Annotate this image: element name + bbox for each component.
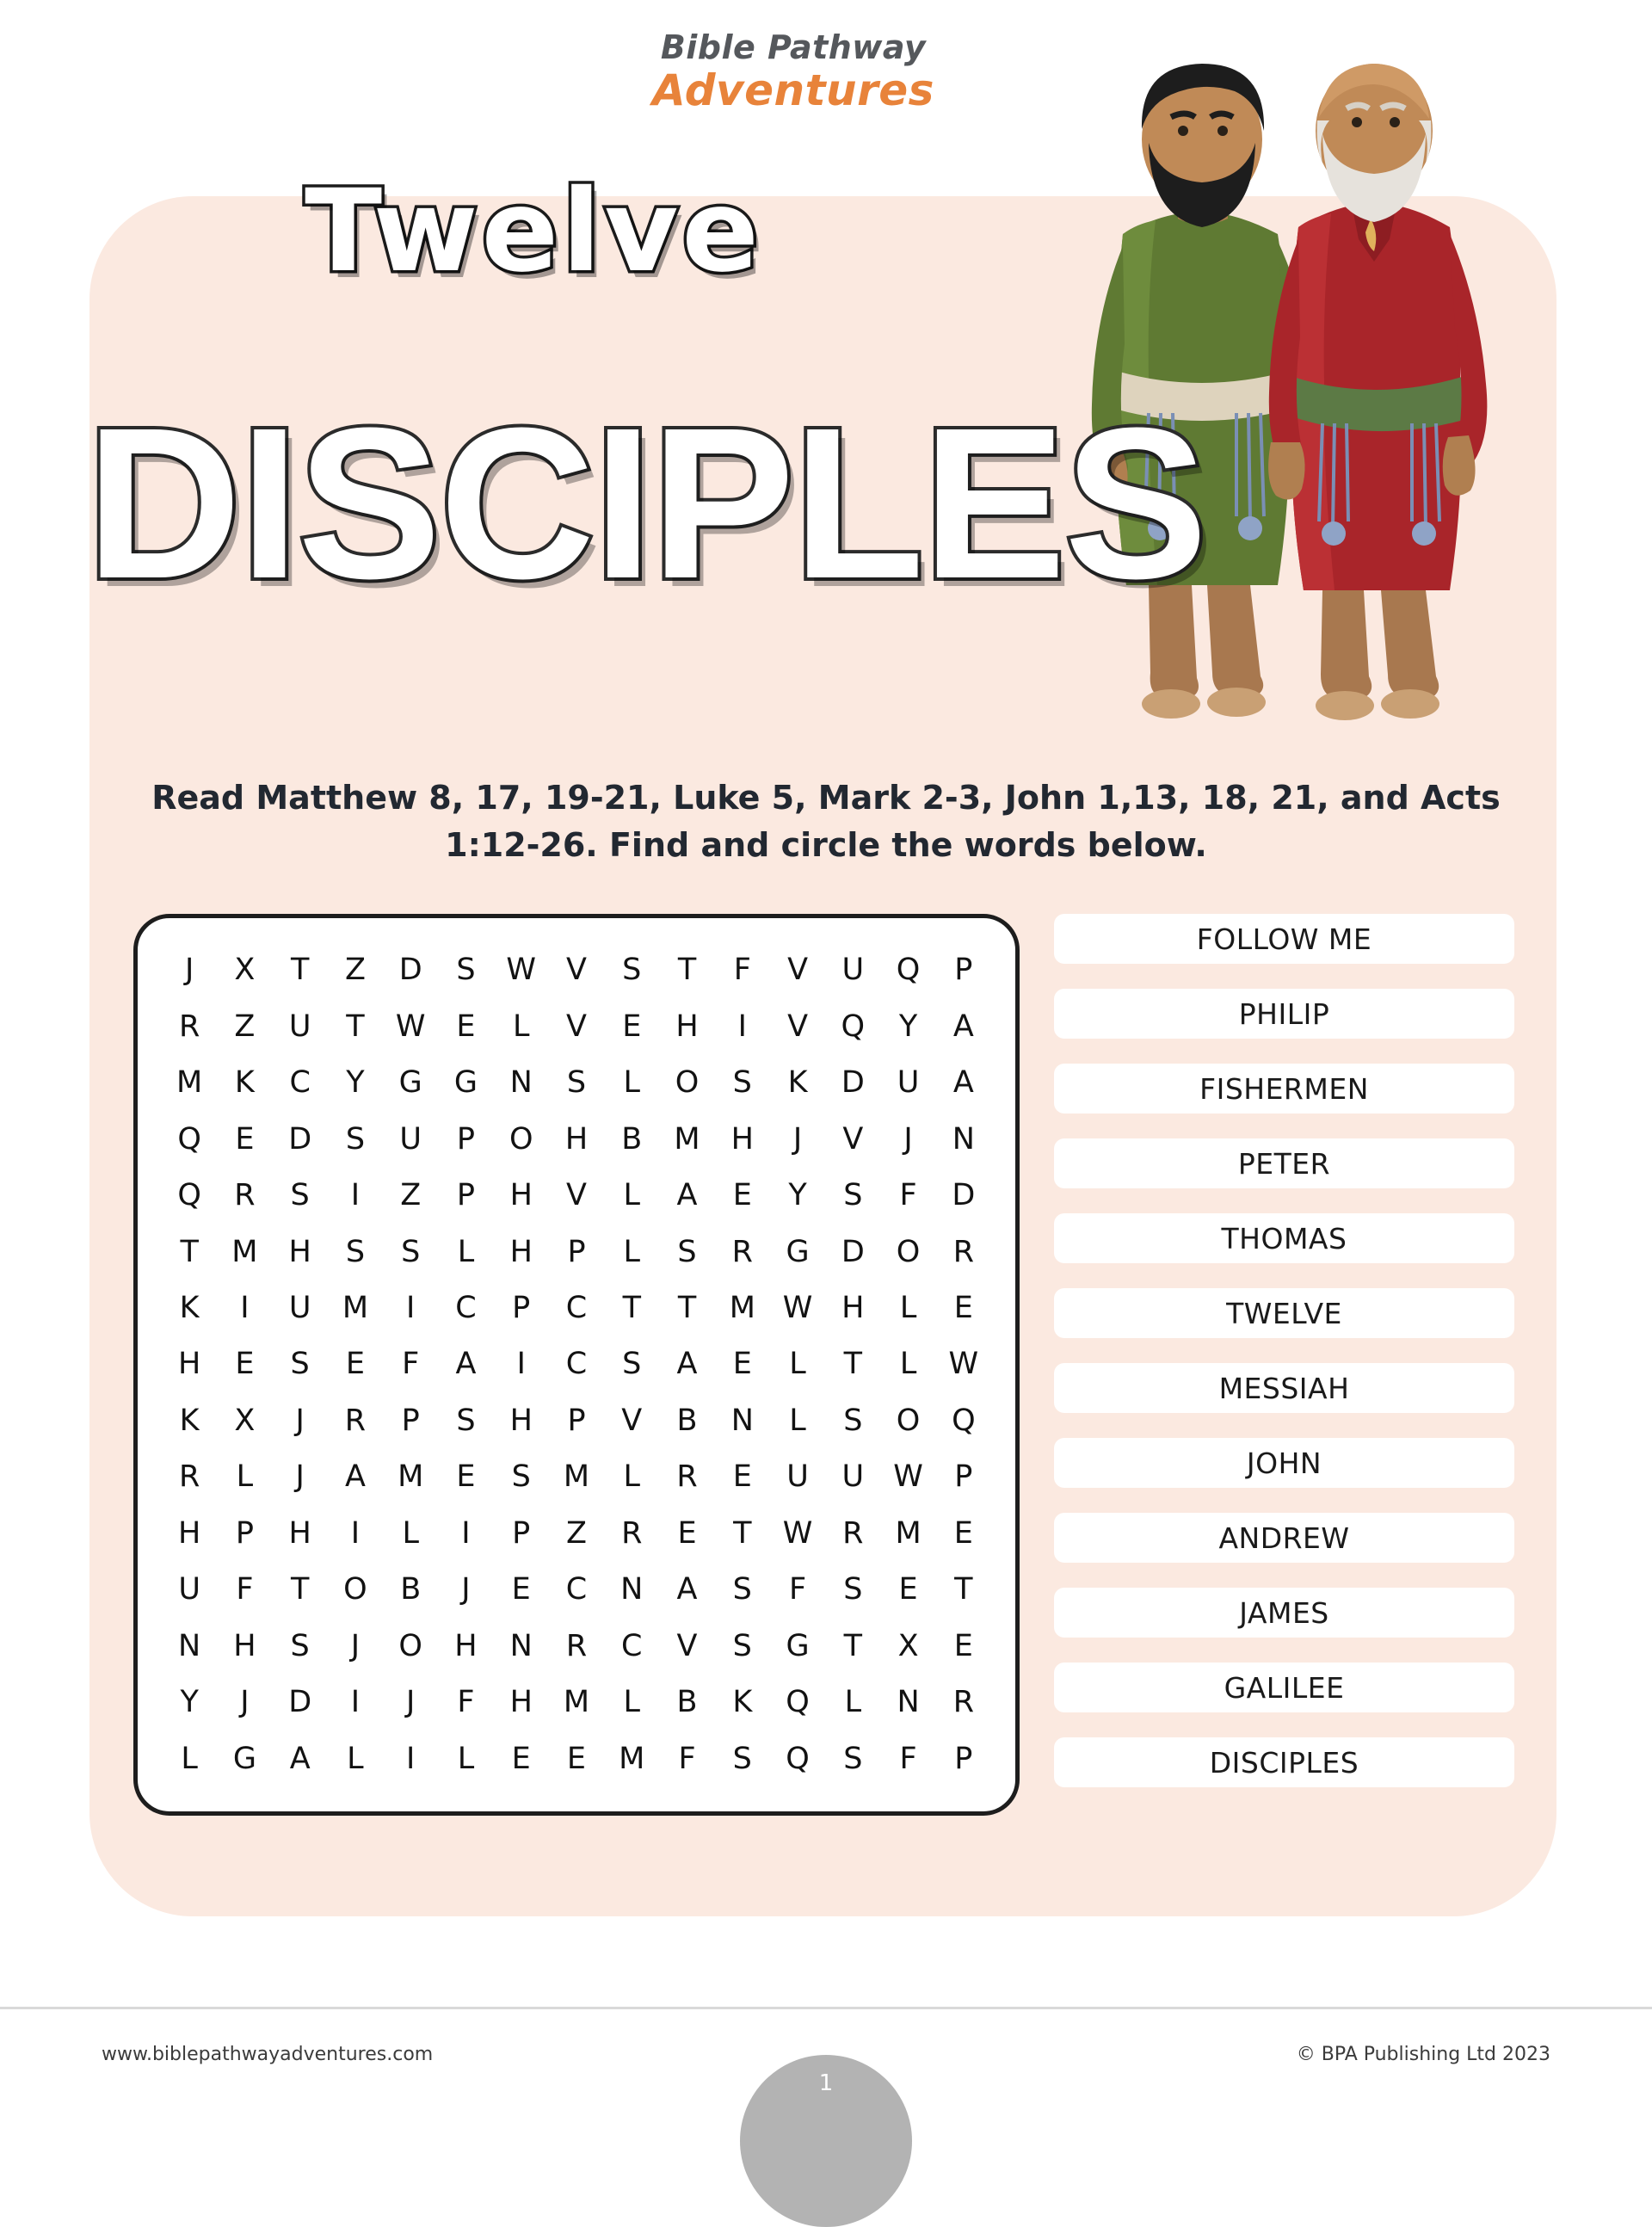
grid-cell[interactable]: N: [509, 1065, 533, 1101]
grid-cell[interactable]: V: [787, 953, 809, 988]
word-list-item[interactable]: FISHERMEN: [1054, 1064, 1514, 1114]
grid-cell[interactable]: F: [733, 953, 751, 988]
footer-divider: [0, 2007, 1652, 2009]
grid-cell[interactable]: C: [621, 1628, 643, 1663]
grid-cell[interactable]: W: [893, 1459, 923, 1495]
grid-cell[interactable]: T: [954, 1572, 973, 1607]
grid-cell[interactable]: E: [235, 1121, 255, 1157]
grid-cell[interactable]: I: [406, 1291, 416, 1326]
grid-cell[interactable]: P: [456, 1178, 476, 1213]
grid-cell[interactable]: E: [732, 1347, 752, 1382]
grid-cell[interactable]: Z: [400, 1178, 422, 1213]
grid-cell[interactable]: O: [675, 1065, 700, 1101]
grid-cell[interactable]: D: [841, 1065, 865, 1101]
grid-cell[interactable]: M: [729, 1291, 755, 1326]
grid-cell[interactable]: L: [623, 1065, 640, 1101]
grid-cell[interactable]: L: [899, 1347, 917, 1382]
grid-cell[interactable]: L: [623, 1685, 640, 1720]
word-list-item[interactable]: PHILIP: [1054, 989, 1514, 1039]
grid-cell[interactable]: S: [732, 1741, 752, 1776]
grid-cell[interactable]: E: [732, 1459, 752, 1495]
grid-cell[interactable]: B: [621, 1121, 643, 1157]
grid-cell[interactable]: P: [512, 1291, 531, 1326]
grid-cell[interactable]: H: [509, 1403, 533, 1438]
grid-cell[interactable]: S: [290, 1178, 310, 1213]
grid-cell[interactable]: P: [567, 1403, 586, 1438]
grid-cell[interactable]: Z: [234, 1009, 256, 1044]
grid-cell[interactable]: T: [346, 1009, 365, 1044]
grid-cell[interactable]: E: [345, 1347, 365, 1382]
grid-cell[interactable]: Q: [177, 1178, 201, 1213]
word-list-item[interactable]: PETER: [1054, 1138, 1514, 1188]
grid-cell[interactable]: P: [401, 1403, 420, 1438]
grid-cell[interactable]: L: [623, 1178, 640, 1213]
grid-cell[interactable]: U: [178, 1572, 200, 1607]
footer-website[interactable]: www.biblepathwayadventures.com: [102, 2044, 434, 2065]
grid-cell[interactable]: J: [350, 1628, 361, 1663]
grid-cell[interactable]: J: [295, 1459, 305, 1495]
grid-cell[interactable]: L: [457, 1234, 475, 1269]
grid-cell[interactable]: F: [457, 1685, 475, 1720]
grid-cell[interactable]: N: [952, 1121, 975, 1157]
grid-cell[interactable]: A: [289, 1741, 311, 1776]
grid-cell[interactable]: T: [677, 953, 697, 988]
grid-cell[interactable]: S: [456, 953, 476, 988]
grid-cell[interactable]: P: [512, 1515, 531, 1551]
grid-cell[interactable]: U: [897, 1065, 920, 1101]
grid-cell[interactable]: V: [566, 1009, 587, 1044]
grid-cell[interactable]: M: [895, 1515, 922, 1551]
grid-cell[interactable]: M: [563, 1685, 590, 1720]
grid-cell[interactable]: Y: [788, 1178, 807, 1213]
grid-cell[interactable]: H: [509, 1234, 533, 1269]
grid-cell[interactable]: O: [896, 1234, 921, 1269]
grid-cell[interactable]: A: [676, 1347, 698, 1382]
grid-cell[interactable]: E: [511, 1741, 531, 1776]
grid-cell[interactable]: B: [400, 1572, 422, 1607]
grid-cell[interactable]: W: [782, 1291, 813, 1326]
grid-cell[interactable]: R: [731, 1234, 753, 1269]
disciple-red-figure: [1268, 64, 1487, 720]
word-list-item[interactable]: TWELVE: [1054, 1288, 1514, 1338]
grid-cell[interactable]: T: [180, 1234, 199, 1269]
grid-cell[interactable]: T: [677, 1291, 697, 1326]
grid-cell[interactable]: S: [345, 1234, 366, 1269]
grid-cell[interactable]: L: [844, 1685, 862, 1720]
grid-cell[interactable]: P: [954, 953, 973, 988]
grid-cell[interactable]: V: [566, 1178, 587, 1213]
grid-cell[interactable]: T: [733, 1515, 752, 1551]
grid-cell[interactable]: C: [455, 1291, 477, 1326]
grid-cell[interactable]: L: [899, 1291, 917, 1326]
grid-cell[interactable]: A: [455, 1347, 477, 1382]
grid-cell[interactable]: Q: [786, 1685, 810, 1720]
grid-cell[interactable]: H: [730, 1121, 754, 1157]
grid-cell[interactable]: V: [566, 953, 587, 988]
grid-cell[interactable]: H: [454, 1628, 478, 1663]
grid-cell[interactable]: Q: [952, 1403, 976, 1438]
grid-cell[interactable]: T: [843, 1347, 863, 1382]
page-title-disciples: DISCIPLES: [86, 383, 1206, 623]
word-list-item[interactable]: JOHN: [1054, 1438, 1514, 1488]
grid-cell[interactable]: N: [178, 1628, 201, 1663]
grid-cell[interactable]: E: [456, 1459, 476, 1495]
grid-cell[interactable]: L: [457, 1741, 475, 1776]
grid-cell[interactable]: F: [899, 1741, 917, 1776]
grid-cell[interactable]: H: [177, 1347, 201, 1382]
grid-cell[interactable]: Q: [177, 1121, 201, 1157]
word-list-item[interactable]: MESSIAH: [1054, 1363, 1514, 1413]
grid-cell[interactable]: K: [732, 1685, 753, 1720]
word-list-item[interactable]: ANDREW: [1054, 1513, 1514, 1563]
grid-cell[interactable]: S: [843, 1403, 863, 1438]
grid-cell[interactable]: M: [563, 1459, 590, 1495]
grid-cell[interactable]: D: [288, 1121, 312, 1157]
grid-cell[interactable]: E: [732, 1178, 752, 1213]
grid-cell[interactable]: T: [622, 1291, 641, 1326]
grid-cell[interactable]: H: [675, 1009, 699, 1044]
grid-cell[interactable]: Z: [566, 1515, 587, 1551]
grid-cell[interactable]: S: [677, 1234, 697, 1269]
grid-cell[interactable]: F: [236, 1572, 254, 1607]
grid-cell[interactable]: S: [456, 1403, 476, 1438]
grid-cell[interactable]: G: [453, 1065, 478, 1101]
grid-cell[interactable]: D: [398, 953, 422, 988]
grid-cell[interactable]: E: [622, 1009, 642, 1044]
grid-cell[interactable]: U: [841, 953, 865, 988]
grid-cell[interactable]: U: [399, 1121, 422, 1157]
grid-cell[interactable]: X: [234, 1403, 256, 1438]
grid-cell[interactable]: Q: [896, 953, 921, 988]
word-list-item[interactable]: GALILEE: [1054, 1663, 1514, 1712]
grid-cell[interactable]: P: [954, 1459, 973, 1495]
grid-cell[interactable]: U: [288, 1291, 311, 1326]
grid-cell[interactable]: N: [509, 1628, 533, 1663]
brand-line-1: Bible Pathway: [660, 28, 927, 66]
page-title-twelve: Twelve: [305, 165, 762, 298]
grid-cell[interactable]: C: [565, 1347, 588, 1382]
grid-cell[interactable]: S: [732, 1572, 752, 1607]
grid-cell[interactable]: H: [177, 1515, 201, 1551]
grid-cell[interactable]: L: [789, 1347, 806, 1382]
grid-cell[interactable]: Q: [786, 1741, 810, 1776]
grid-cell[interactable]: L: [402, 1515, 419, 1551]
grid-cell[interactable]: J: [240, 1685, 250, 1720]
grid-cell[interactable]: R: [621, 1515, 643, 1551]
grid-cell[interactable]: V: [842, 1121, 864, 1157]
grid-cell[interactable]: U: [841, 1459, 865, 1495]
grid-cell[interactable]: K: [787, 1065, 808, 1101]
grid-cell[interactable]: T: [290, 953, 310, 988]
grid-cell[interactable]: L: [623, 1459, 640, 1495]
grid-cell[interactable]: S: [511, 1459, 531, 1495]
grid-cell[interactable]: S: [345, 1121, 366, 1157]
grid-cell[interactable]: T: [290, 1572, 310, 1607]
grid-cell[interactable]: J: [184, 953, 194, 988]
word-search-grid[interactable]: [133, 914, 1020, 1816]
grid-cell[interactable]: I: [240, 1291, 250, 1326]
grid-cell[interactable]: V: [676, 1628, 698, 1663]
grid-cell[interactable]: W: [395, 1009, 426, 1044]
grid-cell[interactable]: L: [236, 1459, 254, 1495]
grid-cell[interactable]: M: [674, 1121, 700, 1157]
grid-cell[interactable]: D: [952, 1178, 976, 1213]
grid-cell[interactable]: Y: [180, 1685, 199, 1720]
grid-cell[interactable]: J: [406, 1685, 416, 1720]
grid-cell[interactable]: N: [620, 1572, 644, 1607]
grid-cell[interactable]: L: [623, 1234, 640, 1269]
grid-cell[interactable]: W: [948, 1347, 979, 1382]
grid-cell[interactable]: P: [954, 1741, 973, 1776]
grid-cell[interactable]: K: [179, 1291, 200, 1326]
grid-cell[interactable]: S: [732, 1065, 752, 1101]
word-list: [1054, 914, 1514, 1812]
grid-cell[interactable]: F: [899, 1178, 917, 1213]
grid-cell[interactable]: G: [786, 1628, 810, 1663]
grid-cell[interactable]: U: [786, 1459, 809, 1495]
grid-cell[interactable]: V: [621, 1403, 643, 1438]
grid-cell[interactable]: H: [509, 1685, 533, 1720]
grid-cell[interactable]: I: [350, 1178, 361, 1213]
grid-cell[interactable]: M: [398, 1459, 424, 1495]
grid-cell[interactable]: L: [789, 1403, 806, 1438]
grid-cell[interactable]: B: [676, 1403, 698, 1438]
grid-cell[interactable]: N: [730, 1403, 754, 1438]
grid-cell[interactable]: J: [461, 1572, 471, 1607]
grid-cell[interactable]: S: [843, 1572, 863, 1607]
grid-cell[interactable]: J: [792, 1121, 803, 1157]
grid-cell[interactable]: A: [952, 1065, 974, 1101]
grid-cell[interactable]: W: [782, 1515, 813, 1551]
grid-cell[interactable]: B: [676, 1685, 698, 1720]
grid-cell[interactable]: R: [178, 1009, 200, 1044]
word-list-item[interactable]: FOLLOW ME: [1054, 914, 1514, 964]
grid-cell[interactable]: E: [566, 1741, 587, 1776]
grid-cell[interactable]: K: [234, 1065, 255, 1101]
grid-cell[interactable]: R: [565, 1628, 588, 1663]
letter-grid[interactable]: [162, 942, 991, 1787]
grid-cell[interactable]: M: [342, 1291, 369, 1326]
grid-cell[interactable]: S: [732, 1628, 752, 1663]
grid-cell[interactable]: A: [344, 1459, 366, 1495]
grid-cell[interactable]: R: [952, 1234, 975, 1269]
grid-cell[interactable]: E: [953, 1291, 973, 1326]
grid-cell[interactable]: V: [787, 1009, 809, 1044]
grid-cell[interactable]: I: [350, 1515, 361, 1551]
grid-cell[interactable]: H: [288, 1515, 311, 1551]
grid-cell[interactable]: M: [231, 1234, 258, 1269]
grid-cell[interactable]: S: [401, 1234, 421, 1269]
grid-cell[interactable]: Y: [346, 1065, 365, 1101]
grid-cell[interactable]: F: [402, 1347, 420, 1382]
grid-cell[interactable]: L: [512, 1009, 530, 1044]
grid-cell[interactable]: S: [843, 1178, 863, 1213]
grid-cell[interactable]: E: [898, 1572, 918, 1607]
grid-cell[interactable]: S: [566, 1065, 587, 1101]
grid-cell[interactable]: R: [952, 1685, 975, 1720]
grid-cell[interactable]: I: [461, 1515, 471, 1551]
grid-cell[interactable]: I: [406, 1741, 416, 1776]
grid-cell[interactable]: A: [952, 1009, 974, 1044]
grid-cell[interactable]: M: [176, 1065, 203, 1101]
grid-cell[interactable]: D: [841, 1234, 865, 1269]
grid-cell[interactable]: E: [953, 1628, 973, 1663]
grid-cell[interactable]: O: [343, 1572, 367, 1607]
grid-cell[interactable]: X: [897, 1628, 919, 1663]
grid-cell[interactable]: R: [676, 1459, 698, 1495]
grid-cell[interactable]: R: [842, 1515, 864, 1551]
grid-cell[interactable]: D: [288, 1685, 312, 1720]
grid-cell[interactable]: H: [233, 1628, 256, 1663]
grid-cell[interactable]: E: [953, 1515, 973, 1551]
grid-cell[interactable]: S: [290, 1347, 310, 1382]
grid-cell[interactable]: L: [181, 1741, 198, 1776]
grid-cell[interactable]: N: [897, 1685, 920, 1720]
instructions-text: Read Matthew 8, 17, 19-21, Luke 5, Mark 2-3, John 1,13, 18, 21, and Acts 1:12-26. Find and circle the words below.: [151, 779, 1501, 865]
grid-cell[interactable]: E: [677, 1515, 697, 1551]
grid-cell[interactable]: P: [456, 1121, 476, 1157]
brand-line-2: Adventures: [652, 65, 934, 115]
grid-cell[interactable]: Z: [344, 953, 366, 988]
grid-cell[interactable]: P: [567, 1234, 586, 1269]
grid-cell[interactable]: J: [295, 1403, 305, 1438]
grid-cell[interactable]: I: [516, 1347, 526, 1382]
page-number-badge: 1: [740, 2055, 912, 2227]
word-list-item[interactable]: DISCIPLES: [1054, 1737, 1514, 1787]
grid-cell[interactable]: E: [456, 1009, 476, 1044]
grid-cell[interactable]: O: [398, 1628, 422, 1663]
grid-cell[interactable]: S: [843, 1741, 863, 1776]
word-list-item[interactable]: THOMAS: [1054, 1213, 1514, 1263]
grid-cell[interactable]: S: [622, 1347, 642, 1382]
footer-copyright: © BPA Publishing Ltd 2023: [1296, 2044, 1550, 2065]
grid-cell[interactable]: C: [289, 1065, 311, 1101]
grid-cell[interactable]: Y: [898, 1009, 918, 1044]
word-list-item[interactable]: JAMES: [1054, 1588, 1514, 1638]
grid-cell[interactable]: G: [398, 1065, 422, 1101]
grid-cell[interactable]: H: [564, 1121, 589, 1157]
grid-cell[interactable]: C: [565, 1572, 588, 1607]
grid-cell[interactable]: S: [290, 1628, 310, 1663]
grid-cell[interactable]: O: [896, 1403, 921, 1438]
grid-cell[interactable]: A: [676, 1572, 698, 1607]
grid-cell[interactable]: X: [234, 953, 256, 988]
grid-cell[interactable]: H: [288, 1234, 311, 1269]
grid-cell[interactable]: S: [622, 953, 642, 988]
grid-cell[interactable]: G: [232, 1741, 256, 1776]
grid-cell[interactable]: H: [509, 1178, 533, 1213]
grid-cell[interactable]: E: [235, 1347, 255, 1382]
grid-cell[interactable]: F: [788, 1572, 807, 1607]
grid-cell[interactable]: P: [235, 1515, 254, 1551]
grid-cell[interactable]: O: [509, 1121, 533, 1157]
grid-cell[interactable]: R: [234, 1178, 256, 1213]
grid-cell[interactable]: W: [506, 953, 537, 988]
grid-cell[interactable]: U: [288, 1009, 311, 1044]
grid-cell[interactable]: A: [676, 1178, 698, 1213]
grid-cell[interactable]: G: [786, 1234, 810, 1269]
grid-cell[interactable]: I: [737, 1009, 747, 1044]
grid-cell[interactable]: L: [347, 1741, 364, 1776]
grid-cell[interactable]: C: [565, 1291, 588, 1326]
grid-cell[interactable]: E: [511, 1572, 531, 1607]
grid-cell[interactable]: H: [841, 1291, 865, 1326]
grid-cell[interactable]: M: [619, 1741, 645, 1776]
grid-cell[interactable]: J: [903, 1121, 913, 1157]
grid-cell[interactable]: I: [350, 1685, 361, 1720]
brand-logo: [621, 28, 965, 115]
grid-cell[interactable]: R: [344, 1403, 367, 1438]
grid-cell[interactable]: K: [179, 1403, 200, 1438]
grid-cell[interactable]: Q: [841, 1009, 866, 1044]
grid-cell[interactable]: T: [843, 1628, 863, 1663]
grid-cell[interactable]: R: [178, 1459, 200, 1495]
grid-cell[interactable]: F: [678, 1741, 696, 1776]
